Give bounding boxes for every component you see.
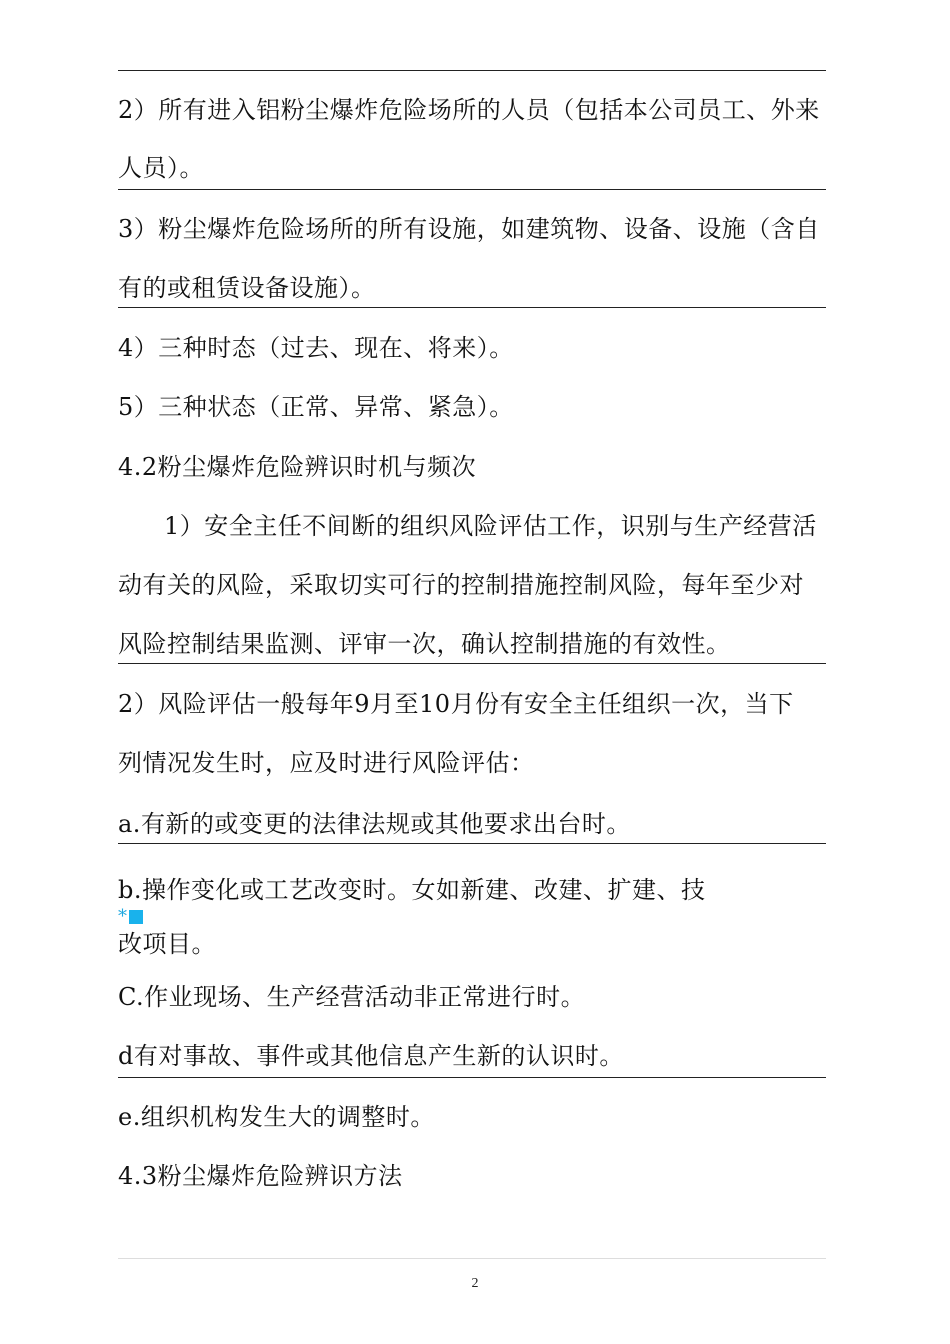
text-line: 2）所有进入铝粉尘爆炸危险场所的人员（包括本公司员工、外来 <box>118 96 820 124</box>
section-rule <box>118 307 826 308</box>
page-number: 2 <box>471 1276 479 1291</box>
text-line: 4）三种时态（过去、现在、将来）。 <box>118 334 514 362</box>
section-rule <box>118 1077 826 1078</box>
text-line: 改项目。 <box>118 930 216 958</box>
list-item: a.有新的或变更的法律法规或其他要求出台时。 <box>118 810 631 838</box>
list-item: C.作业现场、生产经营活动非正常进行时。 <box>118 983 586 1011</box>
text-line: 有的或租赁设备设施）。 <box>118 274 376 302</box>
asterisk-icon: * <box>118 906 127 927</box>
text-line: 动有关的风险，采取切实可行的控制措施控制风险，每年至少对 <box>118 571 804 599</box>
square-icon <box>129 910 143 924</box>
list-item: e.组织机构发生大的调整时。 <box>118 1103 435 1131</box>
text-line: 人员）。 <box>118 154 204 182</box>
top-rule <box>118 70 826 71</box>
footer-rule <box>118 1258 826 1259</box>
section-rule <box>118 843 826 844</box>
text-line: 2）风险评估一般每年9月至10月份有安全主任组织一次，当下 <box>118 690 794 718</box>
edit-marker-icon <box>118 906 143 928</box>
section-heading: 4.2粉尘爆炸危险辨识时机与频次 <box>118 453 477 481</box>
text-line: 列情况发生时，应及时进行风险评估： <box>118 749 535 777</box>
text-line: 1）安全主任不间断的组织风险评估工作，识别与生产经营活 <box>164 512 817 540</box>
text-line: 3）粉尘爆炸危险场所的所有设施，如建筑物、设备、设施（含自 <box>118 215 820 243</box>
list-item: b.操作变化或工艺改变时。女如新建、改建、扩建、技 <box>118 876 706 904</box>
section-rule <box>118 663 826 664</box>
section-heading: 4.3粉尘爆炸危险辨识方法 <box>118 1162 403 1190</box>
list-item: d有对事故、事件或其他信息产生新的认识时。 <box>118 1042 624 1070</box>
section-rule <box>118 189 826 190</box>
text-line: 风险控制结果监测、评审一次，确认控制措施的有效性。 <box>118 630 731 658</box>
text-line: 5）三种状态（正常、异常、紧急）。 <box>118 393 514 421</box>
